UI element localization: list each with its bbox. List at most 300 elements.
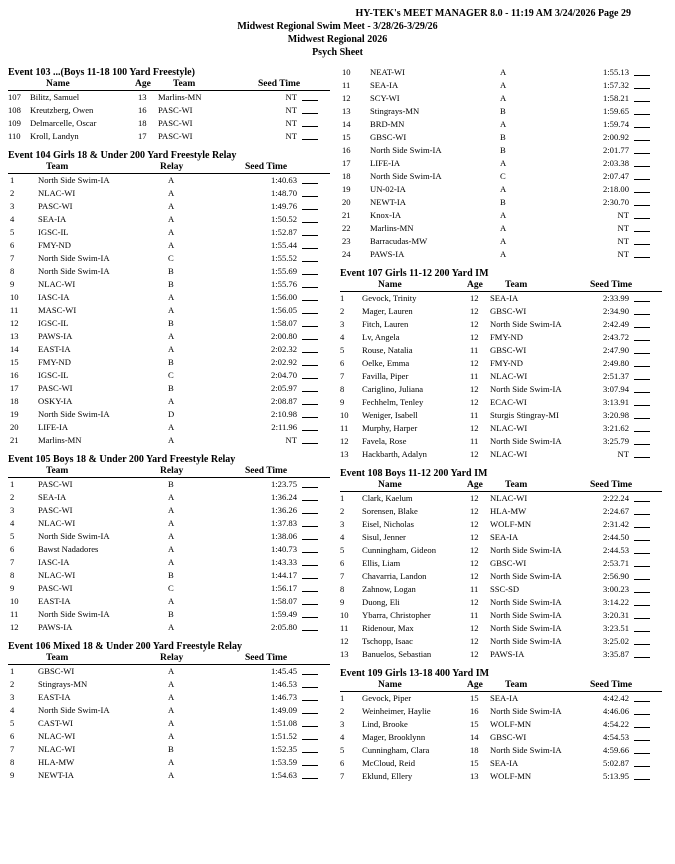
table-row <box>8 769 330 782</box>
swimmer-name: Ybarra, Christopher <box>362 610 431 620</box>
relay-letter: C <box>168 583 174 593</box>
table-row <box>340 222 662 235</box>
seed-blank-line <box>302 700 318 701</box>
team: SEA-IA <box>490 758 519 768</box>
swimmer-name: Tschopp, Isaac <box>362 636 413 646</box>
team: Stingrays-MN <box>38 679 88 689</box>
entry-number: 6 <box>10 731 15 741</box>
table-row <box>340 344 662 357</box>
seed-blank-line <box>302 526 318 527</box>
seed-time: 3:20.98 <box>602 410 629 420</box>
column-header: Name <box>378 680 402 690</box>
entry-number: 3 <box>340 519 345 529</box>
seed-blank-line <box>634 366 650 367</box>
seed-blank-line <box>302 539 318 540</box>
relay-letter: A <box>168 731 175 741</box>
table-row <box>340 383 662 396</box>
age: 11 <box>470 371 479 381</box>
team: NEWT-IA <box>38 770 74 780</box>
seed-time: 1:55.13 <box>602 67 629 77</box>
relay-letter: A <box>168 214 175 224</box>
relay-letter: A <box>168 596 175 606</box>
team: North Side Swim-IA <box>490 623 562 633</box>
team: NLAC-WI <box>38 731 76 741</box>
age: 13 <box>470 771 479 781</box>
entry-number: 7 <box>340 371 345 381</box>
seed-blank-line <box>302 739 318 740</box>
seed-blank-line <box>634 140 650 141</box>
team: BRD-MN <box>370 119 405 129</box>
table-row <box>8 187 330 200</box>
age: 12 <box>470 423 479 433</box>
entry-number: 10 <box>340 610 349 620</box>
team: North Side Swim-IA <box>38 409 110 419</box>
table-row <box>340 692 662 705</box>
relay-letter: B <box>500 106 506 116</box>
seed-blank-line <box>302 274 318 275</box>
table-row <box>340 609 662 622</box>
seed-blank-line <box>634 457 650 458</box>
table-row <box>8 595 330 608</box>
column-headers <box>340 280 662 292</box>
table-row <box>8 569 330 582</box>
relay-letter: B <box>168 383 174 393</box>
seed-blank-line <box>302 391 318 392</box>
column-header: Team <box>173 79 196 89</box>
seed-blank-line <box>634 353 650 354</box>
relay-letter: A <box>168 557 175 567</box>
table-row <box>8 330 330 343</box>
seed-blank-line <box>634 527 650 528</box>
seed-time: 3:14.22 <box>602 597 629 607</box>
entry-number: 24 <box>342 249 351 259</box>
seed-time: 2:56.90 <box>602 571 629 581</box>
team: North Side Swim-IA <box>490 436 562 446</box>
table-row <box>8 343 330 356</box>
swimmer-name: Chavarria, Landon <box>362 571 427 581</box>
team: North Side Swim-IA <box>370 145 442 155</box>
seed-blank-line <box>302 113 318 114</box>
team: NLAC-WI <box>38 279 76 289</box>
swimmer-name: Sorensen, Blake <box>362 506 418 516</box>
age: 15 <box>470 758 479 768</box>
seed-time: 1:56.17 <box>270 583 297 593</box>
team: PAWS-IA <box>38 331 73 341</box>
team: SCY-WI <box>370 93 400 103</box>
swimmer-name: Cariglino, Juliana <box>362 384 424 394</box>
column-header: Age <box>467 680 483 690</box>
seed-blank-line <box>302 365 318 366</box>
seed-blank-line <box>634 566 650 567</box>
seed-blank-line <box>634 714 650 715</box>
software-line: HY-TEK's MEET MANAGER 8.0 - 11:19 AM 3/24/2026 Page 29 <box>355 8 631 19</box>
entry-number: 12 <box>10 318 19 328</box>
column-headers <box>8 162 330 174</box>
seed-time: 2:11.96 <box>271 422 297 432</box>
seed-time: 1:58.07 <box>270 318 297 328</box>
seed-blank-line <box>634 592 650 593</box>
entry-number: 1 <box>340 293 345 303</box>
entry-number: 4 <box>10 705 15 715</box>
column-header: Seed Time <box>245 162 288 172</box>
seed-blank-line <box>634 644 650 645</box>
age: 16 <box>470 706 479 716</box>
event-block <box>340 66 662 261</box>
team: EAST-IA <box>38 692 71 702</box>
table-row <box>8 369 330 382</box>
team: Barracudas-MW <box>370 236 428 246</box>
seed-time: NT <box>285 92 297 102</box>
seed-blank-line <box>302 752 318 753</box>
team: North Side Swim-IA <box>490 597 562 607</box>
seed-blank-line <box>634 379 650 380</box>
table-row <box>8 382 330 395</box>
entry-number: 12 <box>10 622 19 632</box>
table-row <box>8 174 330 187</box>
relay-letter: A <box>500 210 507 220</box>
entry-number: 16 <box>342 145 351 155</box>
table-row <box>340 357 662 370</box>
seed-blank-line <box>302 630 318 631</box>
team: North Side Swim-IA <box>490 571 562 581</box>
event-title: Event 108 Boys 11-12 200 Yard IM <box>340 468 488 479</box>
seed-time: NT <box>617 210 629 220</box>
table-row <box>8 665 330 678</box>
team: IGSC-IL <box>38 227 69 237</box>
column-headers <box>8 79 330 91</box>
column-header: Team <box>46 162 69 172</box>
relay-letter: A <box>168 679 175 689</box>
age: 17 <box>138 131 147 141</box>
relay-letter: A <box>500 223 507 233</box>
seed-time: 2:47.90 <box>602 345 629 355</box>
seed-blank-line <box>634 301 650 302</box>
table-row <box>340 705 662 718</box>
table-row <box>340 544 662 557</box>
entry-number: 6 <box>340 558 345 568</box>
swimmer-name: Weniger, Isabell <box>362 410 418 420</box>
table-row <box>8 304 330 317</box>
entry-number: 4 <box>10 518 15 528</box>
entry-number: 15 <box>342 132 351 142</box>
table-row <box>8 678 330 691</box>
table-row <box>8 117 330 130</box>
age: 12 <box>470 384 479 394</box>
entry-number: 109 <box>8 118 21 128</box>
team: IGSC-IL <box>38 318 69 328</box>
seed-time: 2:44.50 <box>602 532 629 542</box>
team: PAWS-IA <box>38 622 73 632</box>
age: 15 <box>470 693 479 703</box>
column-headers <box>8 653 330 665</box>
swimmer-name: Ridenour, Max <box>362 623 414 633</box>
seed-time: 1:40.73 <box>270 544 297 554</box>
entry-number: 11 <box>10 609 19 619</box>
relay-letter: A <box>500 80 507 90</box>
relay-letter: A <box>168 505 175 515</box>
table-row <box>8 421 330 434</box>
seed-time: 1:44.17 <box>270 570 297 580</box>
seed-time: 2:01.77 <box>602 145 629 155</box>
table-row <box>8 265 330 278</box>
seed-time: NT <box>285 105 297 115</box>
table-row <box>340 448 662 461</box>
seed-blank-line <box>302 417 318 418</box>
event-block <box>340 267 662 461</box>
seed-time: 1:53.59 <box>270 757 297 767</box>
relay-letter: B <box>168 744 174 754</box>
column-headers <box>340 480 662 492</box>
seed-time: 3:07.94 <box>602 384 629 394</box>
seed-time: NT <box>285 435 297 445</box>
team: NLAC-WI <box>490 449 528 459</box>
swimmer-name: Ellis, Liam <box>362 558 401 568</box>
entry-number: 12 <box>342 93 351 103</box>
entry-number: 18 <box>342 171 351 181</box>
entry-number: 9 <box>10 770 15 780</box>
relay-letter: A <box>168 201 175 211</box>
table-row <box>340 196 662 209</box>
relay-letter: A <box>168 718 175 728</box>
swimmer-name: Favilla, Piper <box>362 371 409 381</box>
swimmer-name: McCloud, Reid <box>362 758 415 768</box>
team: GBSC-WI <box>370 132 407 142</box>
entry-number: 3 <box>340 319 345 329</box>
table-row <box>8 278 330 291</box>
column-header: Age <box>467 280 483 290</box>
team: Knox-IA <box>370 210 402 220</box>
table-row <box>340 648 662 661</box>
relay-letter: A <box>168 435 175 445</box>
age: 12 <box>470 319 479 329</box>
table-row <box>8 252 330 265</box>
team: IASC-IA <box>38 292 70 302</box>
seed-blank-line <box>302 209 318 210</box>
seed-blank-line <box>302 565 318 566</box>
seed-blank-line <box>634 727 650 728</box>
table-row <box>340 622 662 635</box>
team: PASC-WI <box>158 131 193 141</box>
team: SEA-IA <box>490 293 519 303</box>
seed-blank-line <box>302 222 318 223</box>
seed-blank-line <box>634 418 650 419</box>
table-row <box>8 756 330 769</box>
team: North Side Swim-IA <box>490 319 562 329</box>
seed-time: 2:00.80 <box>270 331 297 341</box>
table-row <box>8 743 330 756</box>
entry-number: 7 <box>10 253 15 263</box>
table-row <box>340 492 662 505</box>
seed-blank-line <box>634 779 650 780</box>
event-title: Event 109 Girls 13-18 400 Yard IM <box>340 668 490 679</box>
seed-blank-line <box>634 579 650 580</box>
team: North Side Swim-IA <box>38 705 110 715</box>
relay-letter: C <box>168 370 174 380</box>
table-row <box>340 557 662 570</box>
age: 11 <box>470 410 479 420</box>
seed-blank-line <box>634 540 650 541</box>
table-row <box>340 331 662 344</box>
age: 12 <box>470 493 479 503</box>
seed-blank-line <box>302 196 318 197</box>
seed-blank-line <box>302 352 318 353</box>
team: PASC-WI <box>158 105 193 115</box>
seed-time: NT <box>617 249 629 259</box>
entry-number: 5 <box>340 545 345 555</box>
seed-time: 4:54.53 <box>602 732 629 742</box>
entry-number: 8 <box>340 384 345 394</box>
age: 13 <box>138 92 147 102</box>
event-block <box>8 453 330 634</box>
seed-time: 1:57.32 <box>602 80 629 90</box>
seed-time: 2:44.53 <box>602 545 629 555</box>
table-row <box>8 130 330 143</box>
seed-time: 2:51.37 <box>602 371 629 381</box>
relay-letter: A <box>168 344 175 354</box>
age: 12 <box>470 636 479 646</box>
table-row <box>340 79 662 92</box>
seed-blank-line <box>634 127 650 128</box>
swimmer-name: Eklund, Ellery <box>362 771 413 781</box>
seed-blank-line <box>302 300 318 301</box>
seed-time: 2:24.67 <box>602 506 629 516</box>
entry-number: 9 <box>340 597 345 607</box>
seed-time: 1:56.05 <box>270 305 297 315</box>
column-header: Relay <box>160 162 184 172</box>
seed-blank-line <box>302 443 318 444</box>
relay-letter: B <box>168 266 174 276</box>
team: PAWS-IA <box>490 649 525 659</box>
entry-number: 110 <box>8 131 21 141</box>
swimmer-name: Mager, Brooklynn <box>362 732 426 742</box>
left-column <box>8 66 330 788</box>
entry-number: 1 <box>10 666 15 676</box>
entry-number: 11 <box>10 305 19 315</box>
seed-time: 1:46.53 <box>270 679 297 689</box>
relay-letter: A <box>168 705 175 715</box>
entry-number: 19 <box>10 409 19 419</box>
entry-number: 9 <box>10 583 15 593</box>
table-row <box>340 248 662 261</box>
seed-time: 2:30.70 <box>602 197 629 207</box>
team: SEA-IA <box>38 492 67 502</box>
team: Bawst Nadadores <box>38 544 99 554</box>
team: North Side Swim-IA <box>490 610 562 620</box>
seed-blank-line <box>634 553 650 554</box>
seed-blank-line <box>302 100 318 101</box>
relay-letter: A <box>168 240 175 250</box>
team: Sturgis Stingray-MI <box>490 410 559 420</box>
table-row <box>8 504 330 517</box>
seed-blank-line <box>634 701 650 702</box>
seed-time: 1:59.49 <box>270 609 297 619</box>
seed-time: 2:00.92 <box>602 132 629 142</box>
seed-blank-line <box>634 244 650 245</box>
seed-time: 3:21.62 <box>602 423 629 433</box>
table-row <box>340 318 662 331</box>
table-row <box>8 356 330 369</box>
column-header: Relay <box>160 653 184 663</box>
seed-time: 3:25.02 <box>602 636 629 646</box>
seed-time: 1:59.74 <box>602 119 629 129</box>
team: LIFE-IA <box>38 422 69 432</box>
seed-time: 2:31.42 <box>602 519 629 529</box>
seed-time: 2:05.97 <box>270 383 297 393</box>
entry-number: 1 <box>340 693 345 703</box>
team: ECAC-WI <box>490 397 527 407</box>
event-title: Event 105 Boys 18 & Under 200 Yard Freestyle Relay <box>8 454 236 465</box>
seed-blank-line <box>634 431 650 432</box>
relay-letter: D <box>168 409 175 419</box>
seed-time: 2:02.32 <box>270 344 297 354</box>
entry-number: 20 <box>10 422 19 432</box>
seed-time: NT <box>285 131 297 141</box>
team: SEA-IA <box>490 693 519 703</box>
team: Stingrays-MN <box>370 106 420 116</box>
seed-time: 1:51.08 <box>270 718 297 728</box>
seed-time: 1:55.76 <box>270 279 297 289</box>
table-row <box>8 291 330 304</box>
seed-blank-line <box>302 713 318 714</box>
seed-time: 4:42.42 <box>602 693 629 703</box>
seed-time: 1:58.07 <box>270 596 297 606</box>
entry-number: 9 <box>340 397 345 407</box>
table-row <box>340 570 662 583</box>
swimmer-name: Delmarcelle, Oscar <box>30 118 97 128</box>
relay-letter: A <box>500 184 507 194</box>
entry-number: 2 <box>10 188 15 198</box>
seed-time: 1:58.21 <box>602 93 629 103</box>
column-header: Seed Time <box>590 480 633 490</box>
seed-time: 1:45.45 <box>270 666 297 676</box>
swimmer-name: Duong, Eli <box>362 597 400 607</box>
seed-blank-line <box>634 153 650 154</box>
entry-number: 107 <box>8 92 21 102</box>
entry-number: 6 <box>10 544 15 554</box>
team: UN-02-IA <box>370 184 406 194</box>
entry-number: 7 <box>340 571 345 581</box>
table-row <box>340 635 662 648</box>
table-row <box>340 731 662 744</box>
relay-letter: A <box>500 119 507 129</box>
table-row <box>340 183 662 196</box>
seed-time: 2:33.99 <box>602 293 629 303</box>
swimmer-name: Fechhelm, Tenley <box>362 397 424 407</box>
age: 12 <box>470 532 479 542</box>
team: Marlins-MN <box>38 435 82 445</box>
age: 14 <box>470 732 479 742</box>
table-row <box>8 530 330 543</box>
table-row <box>8 582 330 595</box>
team: FMY-ND <box>490 332 523 342</box>
table-row <box>8 226 330 239</box>
seed-time: 3:23.51 <box>602 623 629 633</box>
entry-number: 1 <box>10 479 15 489</box>
team: HLA-MW <box>38 757 75 767</box>
seed-blank-line <box>634 205 650 206</box>
entry-number: 108 <box>8 105 21 115</box>
relay-letter: A <box>168 622 175 632</box>
event-block <box>340 467 662 661</box>
table-row <box>340 157 662 170</box>
team: GBSC-WI <box>490 732 527 742</box>
relay-letter: A <box>500 249 507 259</box>
entry-number: 2 <box>10 492 15 502</box>
swimmer-name: Favela, Rose <box>362 436 407 446</box>
relay-letter: A <box>168 531 175 541</box>
seed-blank-line <box>302 126 318 127</box>
relay-letter: B <box>500 197 506 207</box>
